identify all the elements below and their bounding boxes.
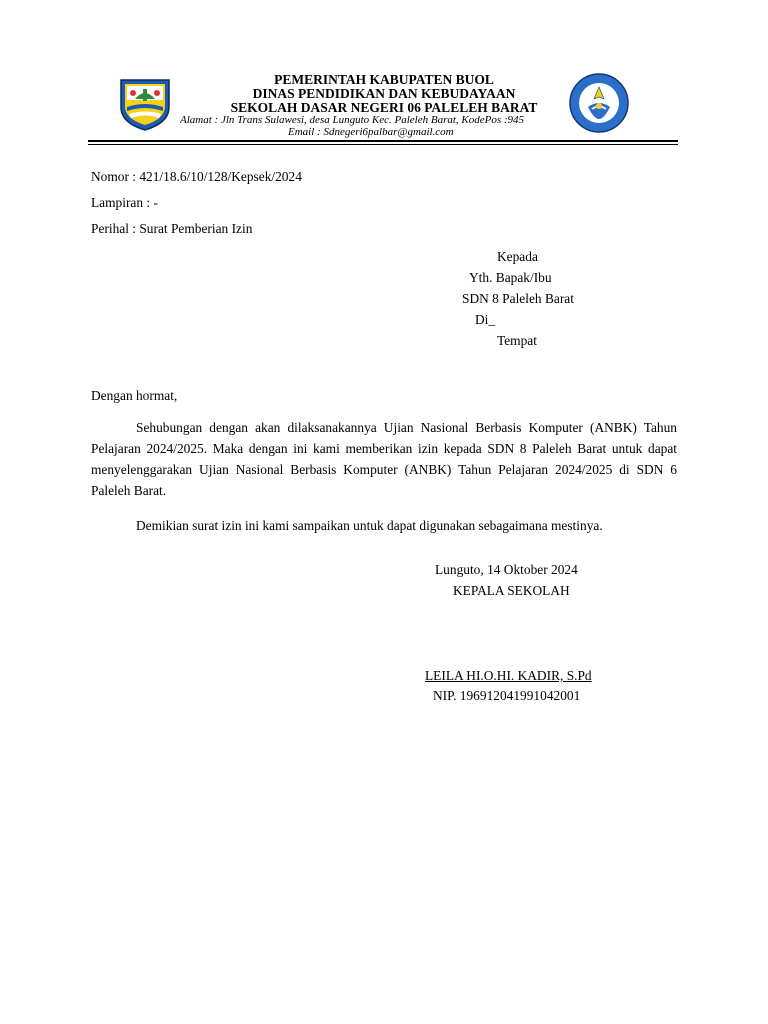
body-paragraph-2: [91, 515, 677, 536]
body-paragraph-1-text: Sehubungan dengan akan dilaksanakannya Ujian Nasional Berbasis Komputer (ANBK) Tahun Pelajaran 2024/2025. Maka dengan ini kami memberikan izin kepada SDN 8 Paleleh Barat untuk dapat menyelenggarakan Ujian Nasional Berbasis Komputer (ANBK) Tahun Pelajaran 2024/2025 di SDN 6 Paleleh Barat.: [91, 420, 677, 498]
letterhead-line-1: PEMERINTAH KABUPATEN BUOL: [274, 72, 494, 87]
signatory-nip: NIP. 196912041991042001: [433, 688, 581, 703]
recipient-yth: Yth. Bapak/Ibu: [469, 270, 552, 285]
lampiran-field: Lampiran : -: [91, 195, 158, 210]
recipient-di: Di_: [475, 312, 496, 327]
place-date: Lunguto, 14 Oktober 2024: [435, 562, 578, 577]
signature-position: KEPALA SEKOLAH: [453, 583, 570, 598]
letterhead-rule-thick: [88, 140, 678, 142]
recipient-tempat: Tempat: [497, 333, 537, 348]
body-paragraph-1: [91, 417, 677, 501]
recipient-kepada: Kepada: [497, 249, 538, 264]
letterhead-line-3: SEKOLAH DASAR NEGERI 06 PALELEH BARAT: [230, 100, 538, 115]
letterhead-address: Alamat : Jln Trans Sulawesi, desa Lunguto Kec. Paleleh Barat, KodePos :945: [180, 114, 525, 126]
greeting: Dengan hormat,: [91, 388, 178, 403]
perihal-field: Perihal : Surat Pemberian Izin: [91, 221, 253, 236]
body-paragraph-2-text: Demikian surat izin ini kami sampaikan untuk dapat digunakan sebagaimana mestinya.: [136, 518, 603, 533]
letterhead-line-2: DINAS PENDIDIKAN DAN KEBUDAYAAN: [252, 86, 516, 101]
signatory-name: LEILA HI.O.HI. KADIR, S.Pd: [425, 668, 592, 683]
nomor-field: Nomor : 421/18.6/10/128/Kepsek/2024: [91, 169, 302, 184]
letterhead-rule-thin: [88, 144, 678, 145]
letterhead-email: Email : Sdnegeri6palbar@gmail.com: [288, 126, 454, 138]
recipient-school: SDN 8 Paleleh Barat: [462, 291, 574, 306]
